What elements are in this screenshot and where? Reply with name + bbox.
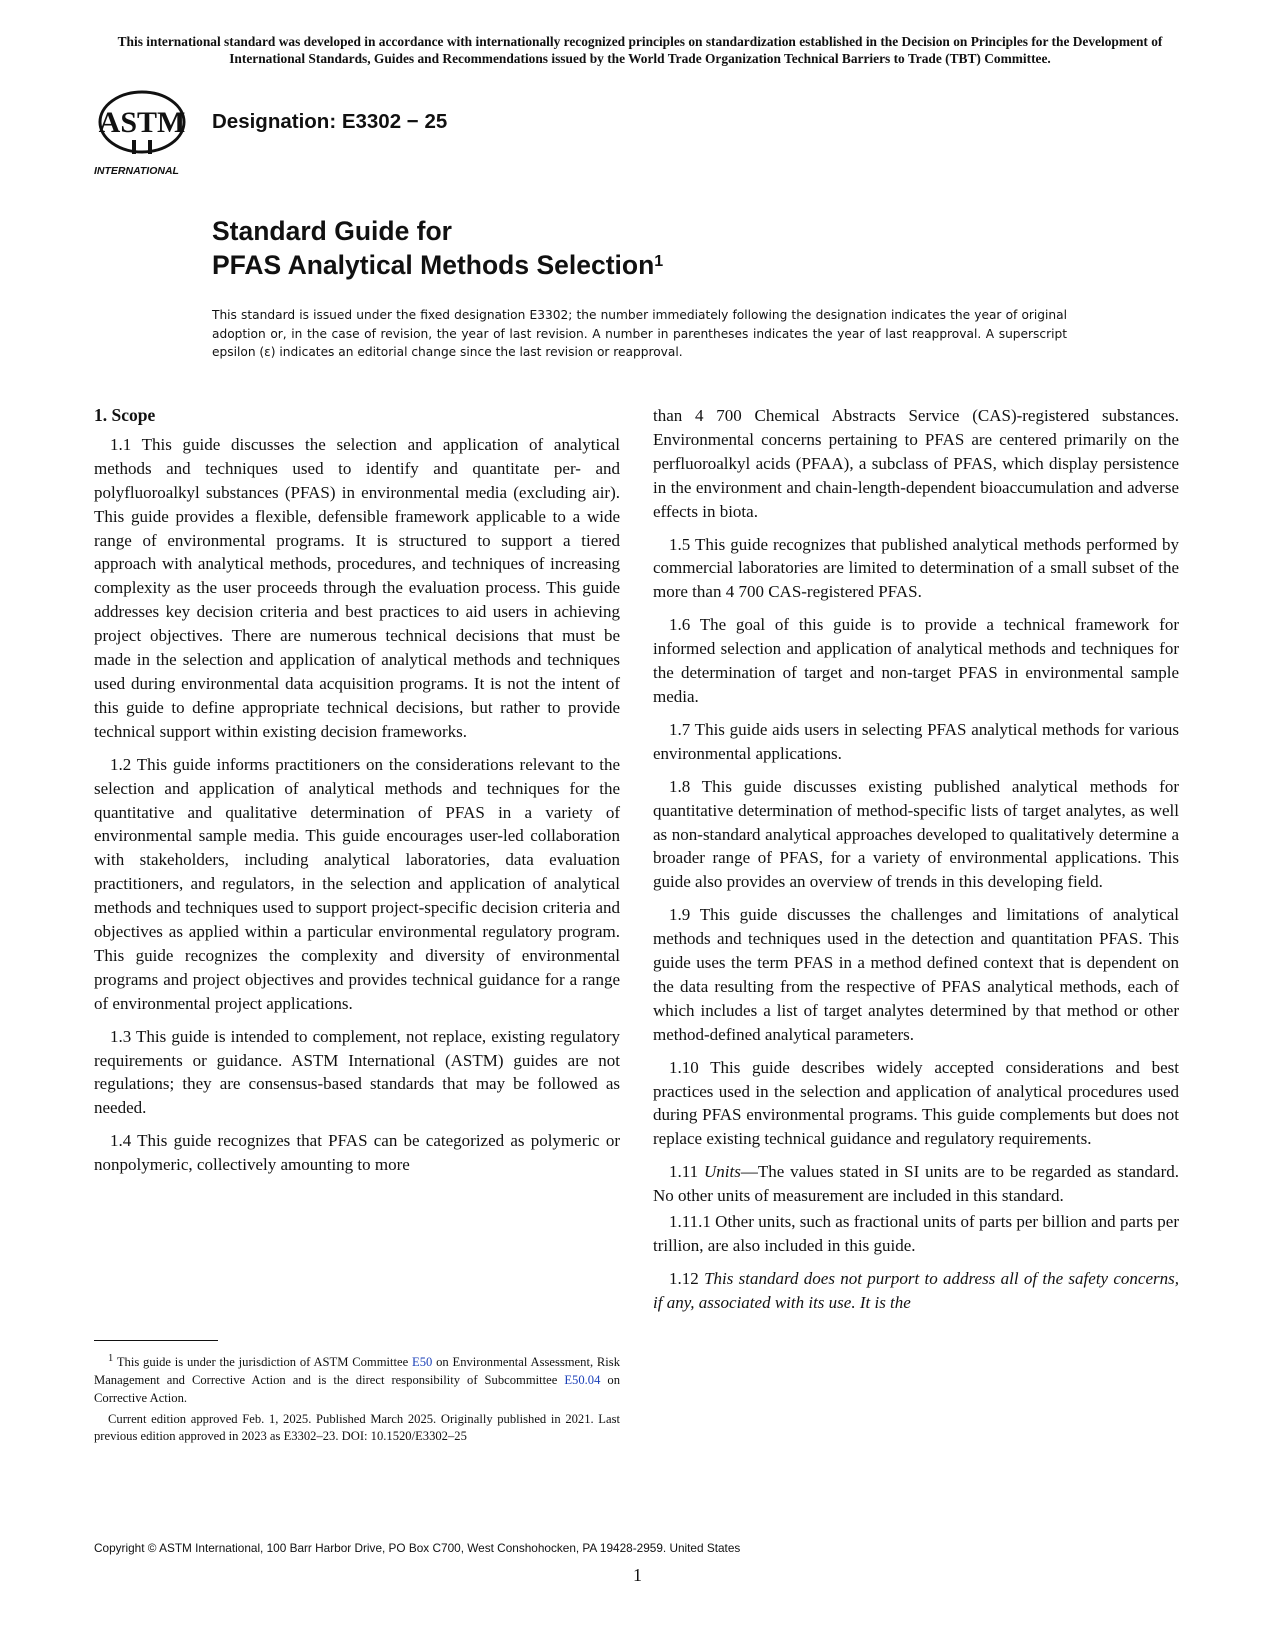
- footnote-mark: 1: [108, 1353, 114, 1364]
- title-line-2: [212, 248, 663, 282]
- section-heading: 1. Scope: [94, 405, 156, 425]
- wto-notice: This international standard was developed in accordance with internationally recognized principles on standardization established in the Decision on Principles for the Development of International Standards, Guides and Recommendations issued by the World Trade Organization Technical Barriers to Trade (TBT) Committee.: [117, 34, 1163, 66]
- p1-11-number: 1.11: [669, 1162, 699, 1182]
- p1-12-text: This standard does not purport to address all of the safety concerns, if any, associated with its use. It is the: [653, 1268, 1180, 1312]
- paragraph-1-8: 1.8 This guide discusses existing published analytical methods for quantitative determination of method-specific lists of target analytes, as well as non-standard analytical approaches developed to qualitatively determine a broader range of PFAS, for a variety of environmental applications. This guide also provides an overview of trends in this developing field.: [653, 776, 1179, 892]
- footnote-text-3: on Corrective Action.: [94, 1372, 620, 1405]
- p1-12-number: 1.12: [669, 1268, 699, 1288]
- page-number: 1: [633, 1565, 642, 1585]
- subcommittee-e5004-link[interactable]: E50.04: [564, 1372, 601, 1387]
- title-main: PFAS Analytical Methods Selection: [212, 250, 655, 280]
- paragraph-1-11-1: 1.11.1 Other units, such as fractional units of parts per billion and parts per trillion, are also included in this guide.: [653, 1212, 1179, 1255]
- right-column: [653, 404, 1179, 1324]
- paragraph-1-10: 1.10 This guide describes widely accepted considerations and best practices used in the selection and application of analytical procedures used during PFAS environmental programs. This guide complements but does not replace existing technical guidance and regulatory requirements.: [653, 1057, 1179, 1149]
- footnote-rule: [94, 1340, 218, 1341]
- title-footnote-mark: 1: [654, 253, 664, 270]
- title-line-1: Standard Guide for: [212, 216, 452, 246]
- p1-11-label: Units: [704, 1162, 741, 1182]
- paragraph-1-6: 1.6 The goal of this guide is to provide a technical framework for informed selection and application of analytical methods and techniques for the determination of target and non-target PFAS in environmental sample media.: [653, 615, 1179, 706]
- designation: Designation: E3302 − 25: [212, 110, 448, 133]
- document-title: [212, 214, 663, 282]
- paragraph-1-11: [653, 1160, 1179, 1208]
- footnote-text-2: on Environmental Assessment, Risk Management and Corrective Action and is the direct responsibility of Subcommittee: [94, 1355, 620, 1387]
- footnotes: [94, 1350, 620, 1449]
- paragraph-1-12: [653, 1267, 1179, 1315]
- p1-11-text: —The values stated in SI units are to be regarded as standard. No other units of measurement are included in this standard.: [653, 1162, 1179, 1206]
- copyright: Copyright © ASTM International, 100 Barr Harbor Drive, PO Box C700, West Conshohocken, PA 19428-2959. United States: [94, 1541, 741, 1555]
- paragraph-1-1: 1.1 This guide discusses the selection and application of analytical methods and techniques used to identify and quantitate per- and polyfluoroalkyl substances (PFAS) in environmental media (excluding air). This guide provides a flexible, defensible framework applicable to a wide range of environmental programs. It is structured to support a tiered approach with analytical methods, procedures, and techniques of increasing complexity as the user proceeds through the evaluation process. This guide addresses key decision criteria and best practices to aid users in achieving project objectives. There are numerous technical decisions that must be made in the selection and application of analytical methods and techniques used during environmental data acquisition programs. It is not the intent of this guide to define appropriate technical decisions, but rather to provide technical support within existing decision frameworks.: [94, 434, 620, 741]
- left-column: [94, 404, 620, 1186]
- astm-logo: [94, 88, 192, 178]
- committee-e50-link[interactable]: E50: [412, 1355, 433, 1370]
- paragraph-1-3: 1.3 This guide is intended to complement, not replace, existing regulatory requirements or guidance. ASTM International (ASTM) guides are not regulations; they are consensus-based standards that may be followed as needed.: [94, 1026, 620, 1118]
- paragraph-1-2: 1.2 This guide informs practitioners on the considerations relevant to the selection and application of analytical methods and techniques for the quantitative and qualitative determination of PFAS in a variety of environmental sample media. This guide encourages user-led collaboration with stakeholders, including analytical laboratories, data evaluation practitioners, and regulators, in the selection and application of analytical methods and techniques used to support project-specific decision criteria and objectives as applied within a particular environmental regulatory program. This guide recognizes the complexity and diversity of environmental programs and project objectives and provides technical guidance for a range of environmental project applications.: [94, 754, 620, 1013]
- paragraph-1-4b: than 4 700 Chemical Abstracts Service (CAS)-registered substances. Environmental concerns pertaining to PFAS are centered primarily on the perfluoroalkyl acids (PFAA), a subclass of PFAS, which display persistence in the environment and chain-length-dependent bioaccumulation and adverse effects in biota.: [653, 406, 1179, 521]
- logo-letters: ASTM: [98, 106, 186, 139]
- paragraph-1-7: 1.7 This guide aids users in selecting PFAS analytical methods for various environmental applications.: [653, 719, 1179, 763]
- paragraph-1-5: 1.5 This guide recognizes that published analytical methods performed by commercial laboratories are limited to determination of a small subset of the more than 4 700 CAS-registered PFAS.: [653, 534, 1179, 602]
- paragraph-1-4a: 1.4 This guide recognizes that PFAS can be categorized as polymeric or nonpolymeric, collectively amounting to more: [94, 1131, 620, 1175]
- footnote-1: [94, 1350, 620, 1408]
- standard-notice: This standard is issued under the fixed designation E3302; the number immediately following the designation indicates the year of original adoption or, in the case of revision, the year of last revision. A number in parentheses indicates the year of last reapproval. A superscript epsilon (ε) indicates an editorial change since the last revision or reapproval.: [212, 308, 1067, 359]
- astm-logo-icon: [94, 88, 192, 178]
- footnote-text-1: This guide is under the jurisdiction of ASTM Committee: [116, 1355, 409, 1370]
- footnote-edition: Current edition approved Feb. 1, 2025. Published March 2025. Originally published in 2021. Last previous edition approved in 2023 as E3302–23. DOI: 10.1520/E3302–25: [94, 1411, 620, 1444]
- logo-international: INTERNATIONAL: [94, 165, 179, 177]
- paragraph-1-9: 1.9 This guide discusses the challenges and limitations of analytical methods and techniques used in the detection and quantitation PFAS. This guide uses the term PFAS in a method defined context that is dependent on the data resulting from the respective of PFAS analytical methods, each of which includes a list of target analytes determined by that method or other method-defined analytical parameters.: [653, 905, 1179, 1044]
